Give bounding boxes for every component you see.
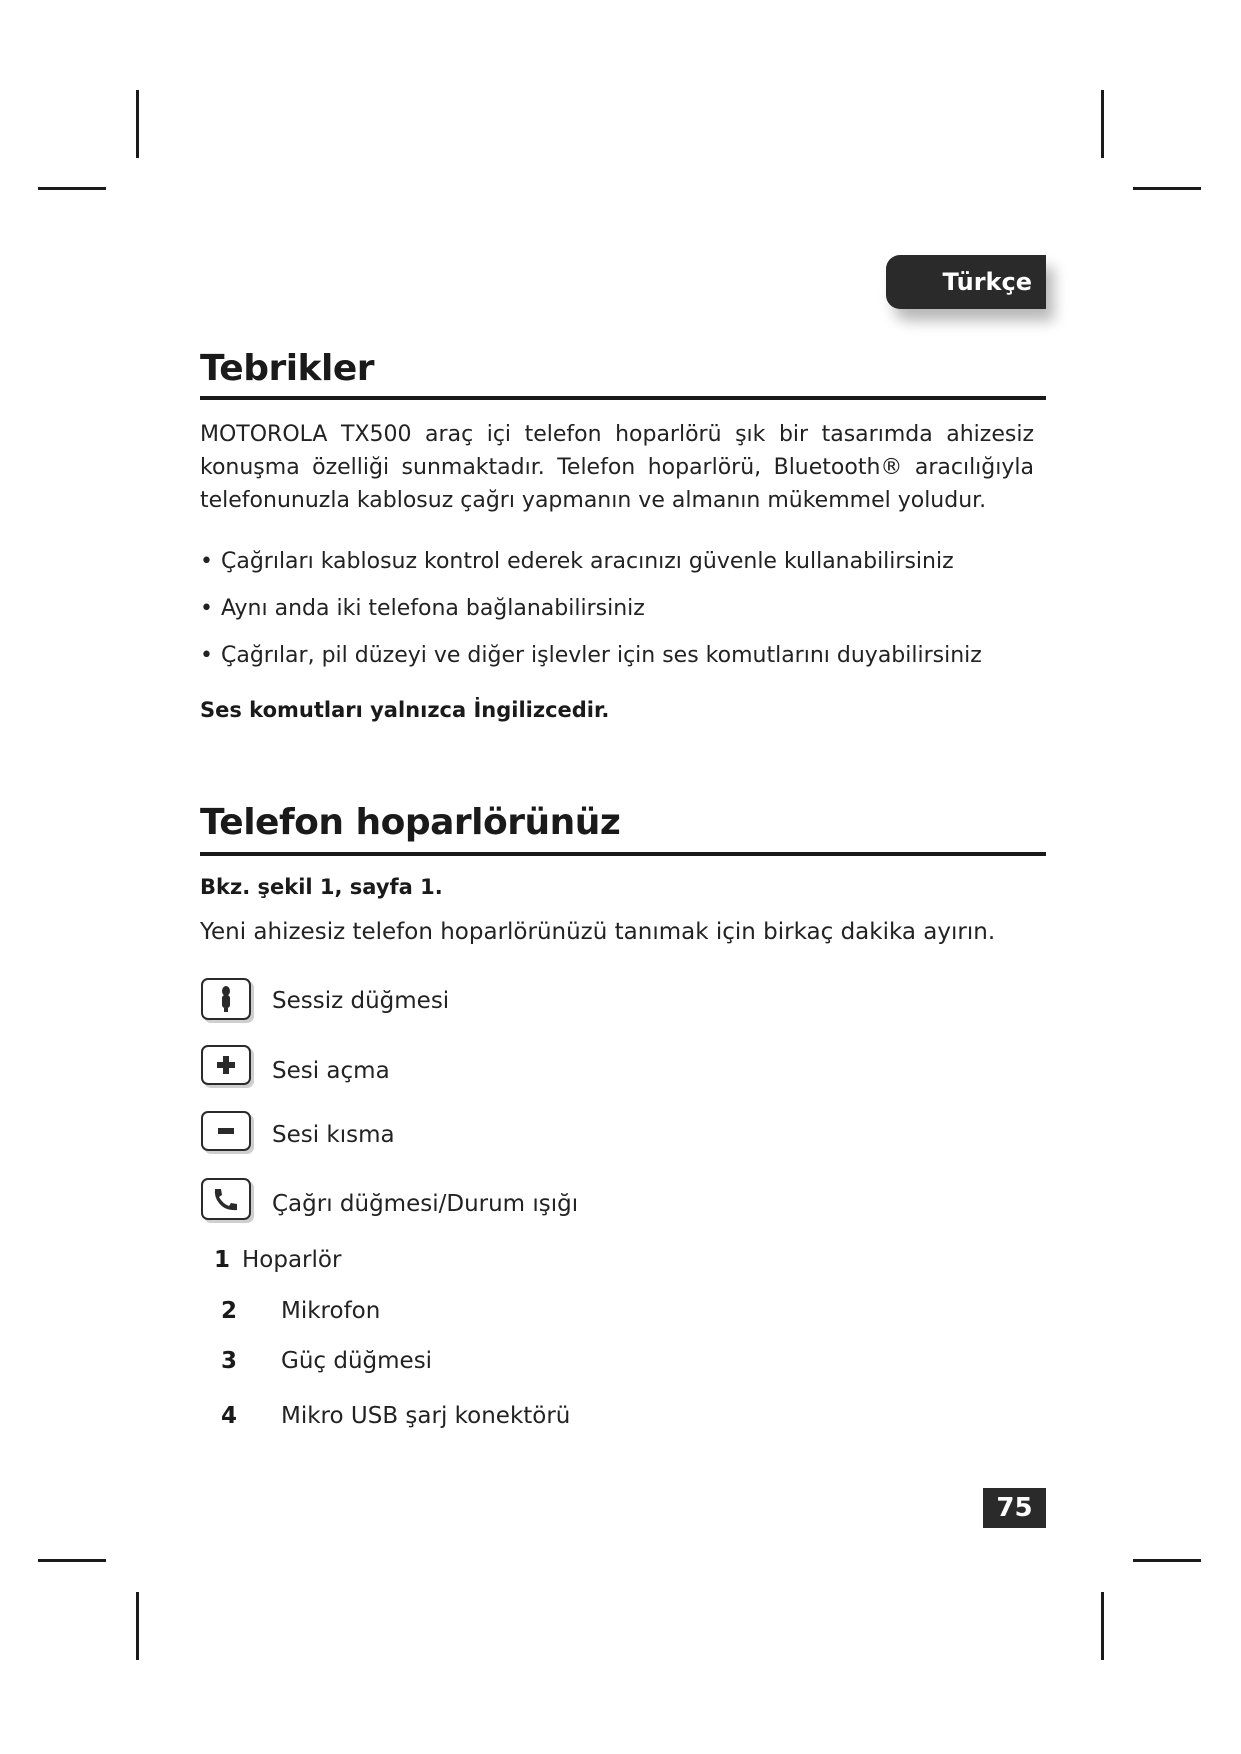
volume-down-label: Sesi kısma [272, 1122, 395, 1148]
section-title-congratulations: Tebrikler [200, 348, 375, 389]
crop-mark [136, 1592, 139, 1660]
voice-note: Ses komutları yalnızca İngilizcedir. [200, 698, 610, 722]
crop-mark [1133, 1559, 1201, 1562]
intro-paragraph: MOTOROLA TX500 araç içi telefon hoparlörü şık bir tasarımda ahizesiz konuşma özelliği sunmaktadır. Telefon hoparlörü, Bluetooth® aracılığıyla telefonunuzla kablosuz çağrı yapmanın ve almanın mükemmel yoludur. [200, 422, 1034, 513]
plus-icon [215, 1054, 237, 1076]
mute-button-key [201, 978, 251, 1020]
title-underline [200, 396, 1046, 400]
call-button-key [201, 1178, 251, 1220]
list-item: • Aynı anda iki telefona bağlanabilirsiniz [200, 593, 1100, 640]
part-number: 4 [221, 1403, 238, 1429]
minus-icon [215, 1120, 237, 1142]
crop-mark [38, 1559, 106, 1562]
section-title-speakerphone: Telefon hoparlörünüz [200, 802, 621, 843]
feature-list [200, 546, 1100, 687]
title-underline [200, 852, 1046, 856]
part-label: Hoparlör [242, 1247, 342, 1273]
mute-icon [216, 984, 236, 1014]
figure-reference: Bkz. şekil 1, sayfa 1. [200, 875, 443, 899]
part-label: Mikro USB şarj konektörü [281, 1403, 571, 1429]
volume-down-key [201, 1111, 251, 1151]
volume-up-label: Sesi açma [272, 1058, 390, 1084]
part-number: 3 [221, 1348, 238, 1374]
call-button-label: Çağrı düğmesi/Durum ışığı [272, 1191, 579, 1217]
speakerphone-intro: Yeni ahizesiz telefon hoparlörünüzü tanımak için birkaç dakika ayırın. [200, 919, 996, 945]
crop-mark [38, 187, 106, 190]
crop-mark [136, 90, 139, 158]
crop-mark [1101, 1592, 1104, 1660]
language-tab: Türkçe [886, 255, 1046, 309]
page-number: 75 [983, 1488, 1046, 1528]
part-label: Mikrofon [281, 1298, 381, 1324]
mute-button-label: Sessiz düğmesi [272, 988, 450, 1014]
phone-handset-icon [212, 1186, 240, 1212]
part-number: 1 [214, 1247, 231, 1273]
list-item: • Çağrılar, pil düzeyi ve diğer işlevler için ses komutlarını duyabilirsiniz [200, 640, 1100, 687]
list-item: • Çağrıları kablosuz kontrol ederek aracınızı güvenle kullanabilirsiniz [200, 546, 1100, 593]
part-number: 2 [221, 1298, 238, 1324]
crop-mark [1101, 90, 1104, 158]
volume-up-key [201, 1045, 251, 1085]
crop-mark [1133, 187, 1201, 190]
part-label: Güç düğmesi [281, 1348, 433, 1374]
